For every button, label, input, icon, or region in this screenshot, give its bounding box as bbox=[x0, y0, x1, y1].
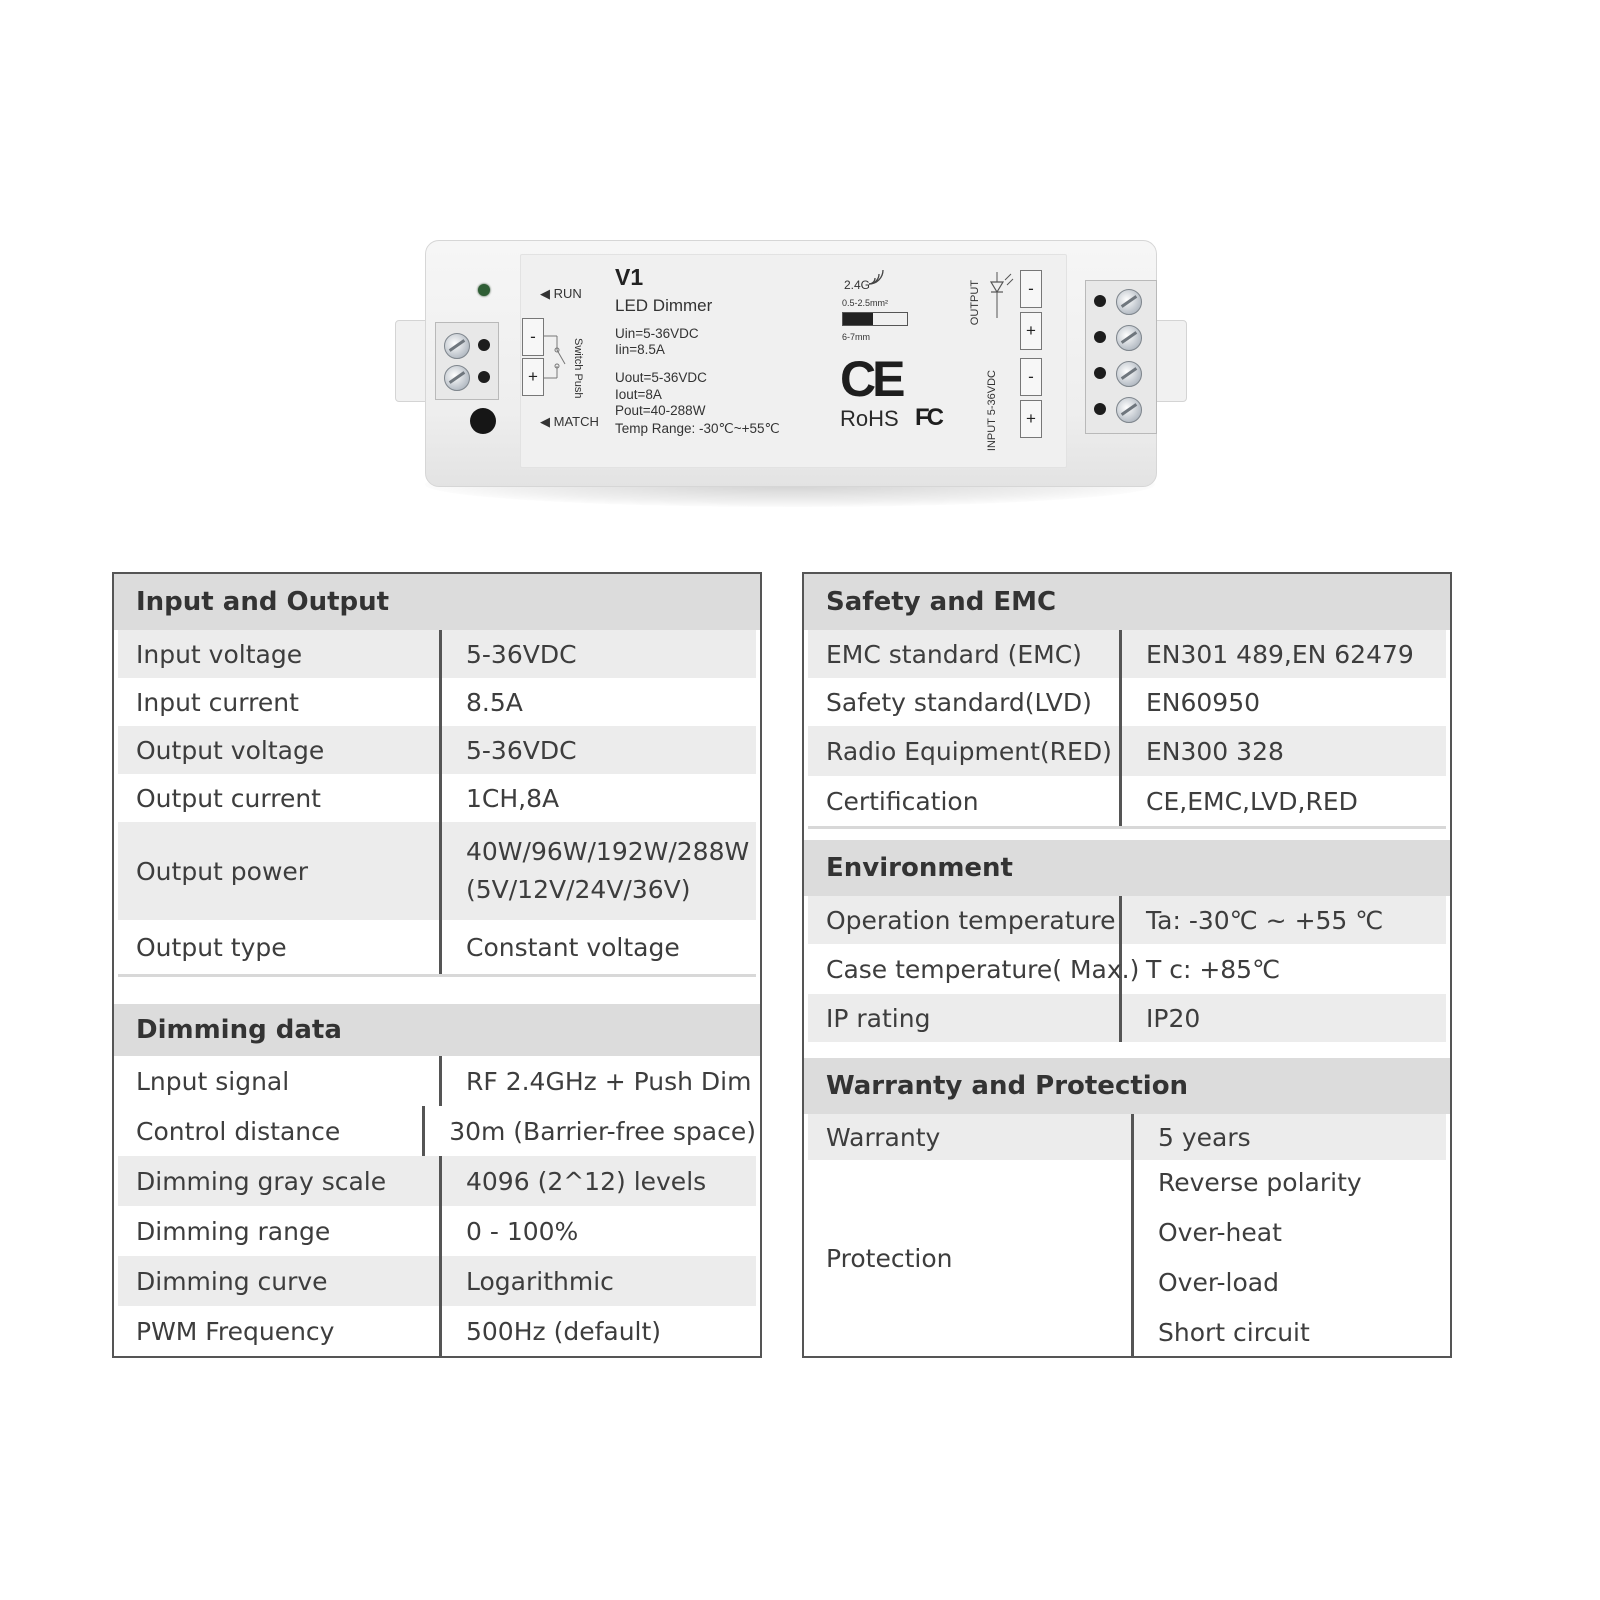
match-label: ◀ MATCH bbox=[540, 414, 599, 429]
spec-uin: Uin=5-36VDC bbox=[615, 326, 699, 341]
row-value: RF 2.4GHz + Push Dim bbox=[466, 1066, 752, 1096]
row-label: Dimming curve bbox=[118, 1256, 442, 1306]
output-plus-box: + bbox=[1020, 312, 1042, 350]
section-header-safety-emc: Safety and EMC bbox=[804, 574, 1450, 630]
terminal-hole-icon bbox=[1094, 331, 1106, 343]
table-row bbox=[808, 994, 1446, 1042]
rohs-mark: RoHS bbox=[840, 406, 899, 431]
row-label: Output current bbox=[118, 774, 442, 822]
row-label: Input current bbox=[118, 678, 442, 726]
table-row bbox=[118, 822, 756, 920]
section-header-input-output: Input and Output bbox=[114, 574, 760, 630]
wireless-signal-icon bbox=[867, 270, 885, 286]
wire-strip-icon bbox=[842, 312, 908, 326]
product-name: LED Dimmer bbox=[615, 296, 713, 315]
row-value bbox=[442, 822, 749, 920]
row-value: 500Hz (default) bbox=[466, 1316, 662, 1346]
screw-icon bbox=[1116, 289, 1142, 315]
fc-mark: FC bbox=[915, 404, 941, 431]
terminal-hole-icon bbox=[1094, 367, 1106, 379]
row-label: Certification bbox=[808, 776, 1122, 826]
ce-mark: CE bbox=[840, 351, 902, 407]
table-row bbox=[808, 726, 1446, 776]
row-label: EMC standard (EMC) bbox=[808, 630, 1122, 678]
table-row bbox=[118, 726, 756, 774]
row-value: 5 years bbox=[1158, 1122, 1251, 1152]
spec-iout: Iout=8A bbox=[615, 387, 662, 402]
protection-list bbox=[1134, 1160, 1446, 1356]
row-value: 1CH,8A bbox=[466, 783, 560, 813]
row-value: EN300 328 bbox=[1146, 736, 1284, 766]
screw-icon bbox=[1116, 397, 1142, 423]
run-led-icon bbox=[478, 284, 490, 296]
run-label: ◀ RUN bbox=[540, 286, 582, 301]
row-value: Logarithmic bbox=[466, 1266, 614, 1296]
table-row bbox=[118, 1306, 756, 1356]
row-label: PWM Frequency bbox=[118, 1306, 442, 1356]
screw-icon bbox=[1116, 325, 1142, 351]
table-row bbox=[808, 630, 1446, 678]
screw-icon bbox=[444, 365, 470, 391]
row-value: Ta: -30℃ ~ +55 ℃ bbox=[1146, 905, 1384, 935]
table-row bbox=[808, 944, 1446, 994]
row-value: EN301 489,EN 62479 bbox=[1146, 639, 1414, 669]
list-item: Over-load bbox=[1158, 1268, 1279, 1297]
wire-gauge-label: 0.5-2.5mm² bbox=[842, 298, 889, 308]
push-switch-schematic-icon bbox=[543, 328, 573, 388]
model-name: V1 bbox=[615, 264, 644, 290]
led-output-icon bbox=[985, 272, 1015, 318]
row-label: Warranty bbox=[808, 1114, 1134, 1160]
input-minus-box: - bbox=[1020, 358, 1042, 396]
terminal-hole-icon bbox=[478, 371, 490, 383]
row-label: Output type bbox=[118, 920, 442, 974]
terminal-hole-icon bbox=[1094, 403, 1106, 415]
row-label: Control distance bbox=[118, 1106, 425, 1156]
row-label: Operation temperature bbox=[808, 896, 1122, 944]
table-row bbox=[118, 1256, 756, 1306]
table-row bbox=[808, 776, 1446, 829]
switch-plus-box: + bbox=[522, 358, 544, 396]
push-switch-terminal bbox=[435, 322, 499, 400]
spec-uout: Uout=5-36VDC bbox=[615, 370, 707, 385]
table-row bbox=[808, 678, 1446, 726]
row-value: EN60950 bbox=[1146, 687, 1261, 717]
spec-table-right bbox=[802, 572, 1452, 1358]
table-row bbox=[118, 630, 756, 678]
row-label: Output power bbox=[118, 822, 442, 920]
row-value: 8.5A bbox=[466, 687, 523, 717]
row-value: T c: +85℃ bbox=[1146, 954, 1281, 984]
row-label: Lnput signal bbox=[118, 1056, 442, 1106]
spec-temp-range: Temp Range: -30℃~+55℃ bbox=[615, 421, 780, 436]
output-power-watts: 40W/96W/192W/288W bbox=[466, 837, 750, 866]
row-value: Constant voltage bbox=[466, 932, 680, 962]
switch-minus-box: - bbox=[522, 318, 544, 356]
led-dimmer-device bbox=[395, 240, 1185, 515]
table-row bbox=[118, 1056, 756, 1106]
output-power-volts: (5V/12V/24V/36V) bbox=[466, 875, 691, 904]
screw-icon bbox=[444, 333, 470, 359]
row-value: 5-36VDC bbox=[466, 639, 577, 669]
protection-label: Protection bbox=[808, 1160, 1134, 1356]
row-label: Input voltage bbox=[118, 630, 442, 678]
row-value: 0 - 100% bbox=[466, 1216, 579, 1246]
input-label: INPUT 5-36VDC bbox=[986, 370, 998, 452]
rf-label: 2.4G bbox=[844, 278, 871, 292]
terminal-hole-icon bbox=[1094, 295, 1106, 307]
spec-pout: Pout=40-288W bbox=[615, 403, 706, 418]
terminal-hole-icon bbox=[478, 339, 490, 351]
row-label: Dimming range bbox=[118, 1206, 442, 1256]
table-row bbox=[808, 1160, 1446, 1356]
output-label: OUTPUT bbox=[969, 280, 981, 326]
list-item: Short circuit bbox=[1158, 1318, 1310, 1347]
row-label: Case temperature( Max.) bbox=[808, 944, 1122, 994]
row-label: IP rating bbox=[808, 994, 1122, 1042]
table-row bbox=[118, 1106, 756, 1156]
row-value: 30m (Barrier-free space) bbox=[449, 1116, 756, 1146]
table-row bbox=[118, 1156, 756, 1206]
list-item: Over-heat bbox=[1158, 1218, 1282, 1247]
table-row bbox=[118, 920, 756, 977]
section-header-environment: Environment bbox=[804, 840, 1450, 896]
row-value: 5-36VDC bbox=[466, 735, 577, 765]
table-row bbox=[118, 774, 756, 822]
row-value: IP20 bbox=[1146, 1003, 1201, 1033]
switch-push-label: Switch Push bbox=[572, 338, 584, 399]
section-header-warranty-protection: Warranty and Protection bbox=[804, 1058, 1450, 1114]
spec-table-left bbox=[112, 572, 762, 1358]
row-value: 4096 (2^12) levels bbox=[466, 1166, 707, 1196]
power-terminal-block bbox=[1085, 280, 1157, 434]
row-label: Output voltage bbox=[118, 726, 442, 774]
list-item: Reverse polarity bbox=[1158, 1168, 1362, 1197]
row-label: Safety standard(LVD) bbox=[808, 678, 1122, 726]
wire-strip-length-label: 6-7mm bbox=[842, 332, 871, 342]
section-header-dimming-data: Dimming data bbox=[114, 1004, 760, 1056]
table-row bbox=[808, 896, 1446, 944]
output-minus-box: - bbox=[1020, 270, 1042, 308]
table-row bbox=[808, 1114, 1446, 1160]
screw-icon bbox=[1116, 361, 1142, 387]
row-label: Dimming gray scale bbox=[118, 1156, 442, 1206]
row-value: CE,EMC,LVD,RED bbox=[1146, 786, 1358, 816]
match-button bbox=[470, 408, 496, 434]
row-label: Radio Equipment(RED) bbox=[808, 726, 1122, 776]
input-plus-box: + bbox=[1020, 400, 1042, 438]
table-row bbox=[118, 1206, 756, 1256]
spec-iin: Iin=8.5A bbox=[615, 342, 665, 357]
table-row bbox=[118, 678, 756, 726]
